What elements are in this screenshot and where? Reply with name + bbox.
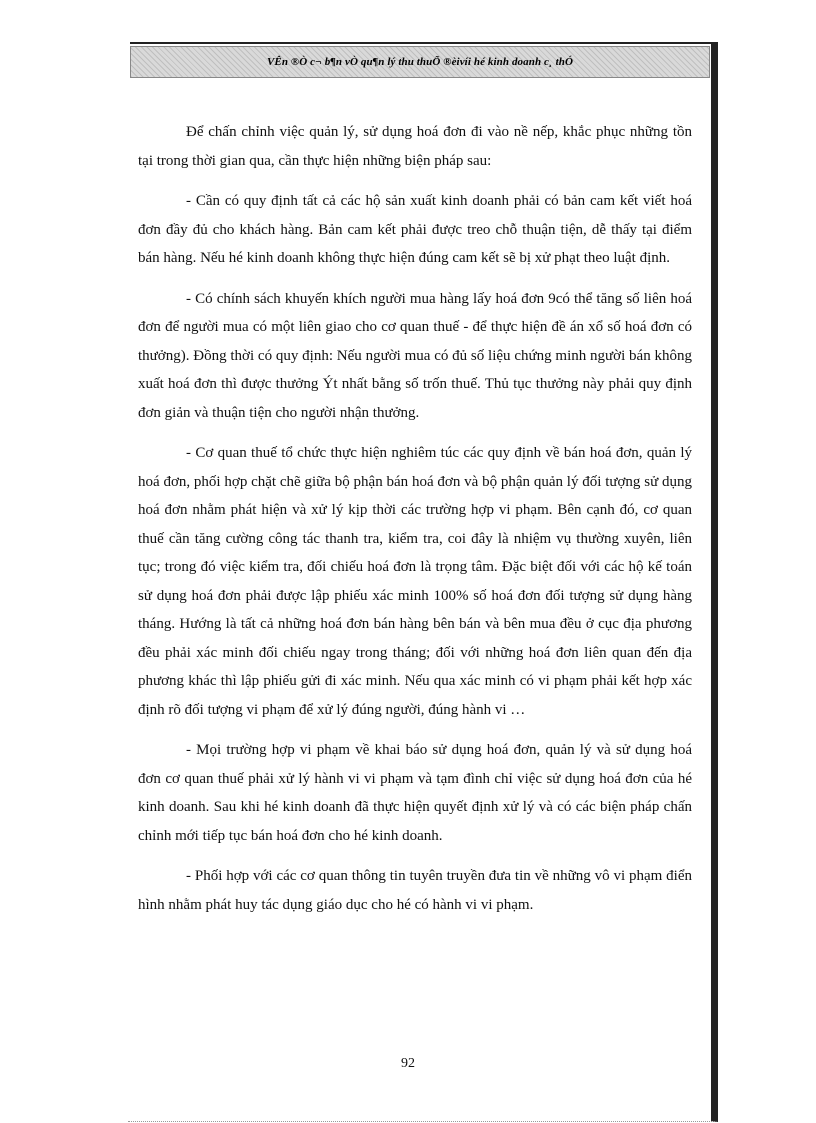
paragraph-media: - Phối hợp với các cơ quan thông tin tuyên truyền đưa tin về những vô vi phạm điển hình nhằm phát huy tác dụng giáo dục cho hé có hành vi vi phạm.	[138, 868, 692, 913]
document-body	[138, 118, 692, 931]
header-title: VÊn ®Ò c¬ b¶n vÒ qu¶n lý thu thuÕ ®èivíi hé kinh doanh c¸ thÓ	[266, 56, 574, 68]
paragraph-incentive: - Có chính sách khuyến khích người mua hàng lấy hoá đơn 9có thể tăng số liên hoá đơn để người mua có một liên giao cho cơ quan thuế - để thực hiện đề án xổ số hoá đơn có thưởng). Đồng thời có quy định: Nếu người mua có đủ số liệu chứng minh người bán không xuất hoá đơn thì được thưởng Ýt nhất bằng số trốn thuế. Thủ tục thưởng này phải quy định đơn giản và thuận tiện cho người nhận thưởng.	[138, 290, 692, 421]
running-header	[130, 46, 710, 78]
paragraph-inspection: - Cơ quan thuế tổ chức thực hiện nghiêm túc các quy định về bán hoá đơn, quản lý hoá đơn, phối hợp chặt chẽ giữa bộ phận bán hoá đơn và bộ phận quản lý đối tượng sử dụng hoá đơn nhằm phát hiện và xử lý kịp thời các trường hợp vi phạm. Bên cạnh đó, cơ quan thuế cần tăng cường công tác thanh tra, kiểm tra, coi đây là nhiệm vụ thường xuyên, liên tục; trong đó việc kiểm tra, đối chiếu hoá đơn là trọng tâm. Đặc biệt đối với các hộ kế toán sử dụng hoá đơn phải được lập phiếu xác minh 100% số hoá đơn đối tượng sử dụng hàng tháng. Hướng là tất cả những hoá đơn bán hàng bên bán và bên mua đều ở cục địa phương đều phải xác minh đối chiếu ngay trong tháng; đối với những hoá đơn liên quan đến địa phương khác thì lập phiếu gửi đi xác minh. Nếu qua xác minh có vi phạm phải kết hợp xác định rõ đối tượng vi phạm để xử lý đúng người, đúng hành vi …	[138, 445, 692, 718]
paragraph-violation: - Mọi trường hợp vi phạm về khai báo sử dụng hoá đơn, quản lý và sử dụng hoá đơn cơ quan thuế phải xử lý hành vi vi phạm và tạm đình chỉ việc sử dụng hoá đơn của hé kinh doanh. Sau khi hé kinh doanh đã thực hiện quyết định xử lý và có các biện pháp chấn chỉnh mới tiếp tục bán hoá đơn cho hé kinh doanh.	[138, 742, 692, 844]
page-number: 92	[401, 1056, 415, 1071]
paragraph-intro: Để chấn chỉnh việc quản lý, sử dụng hoá đơn đi vào nề nếp, khắc phục những tồn tại trong thời gian qua, cần thực hiện những biện pháp sau:	[138, 124, 692, 169]
paragraph-commitment: - Cần có quy định tất cả các hộ sản xuất kinh doanh phải có bản cam kết viết hoá đơn đầy đủ cho khách hàng. Bản cam kết phải được treo chỗ thuận tiện, dễ thấy tại điểm bán hàng. Nếu hé kinh doanh không thực hiện đúng cam kết sẽ bị xử phạt theo luật định.	[138, 193, 692, 266]
